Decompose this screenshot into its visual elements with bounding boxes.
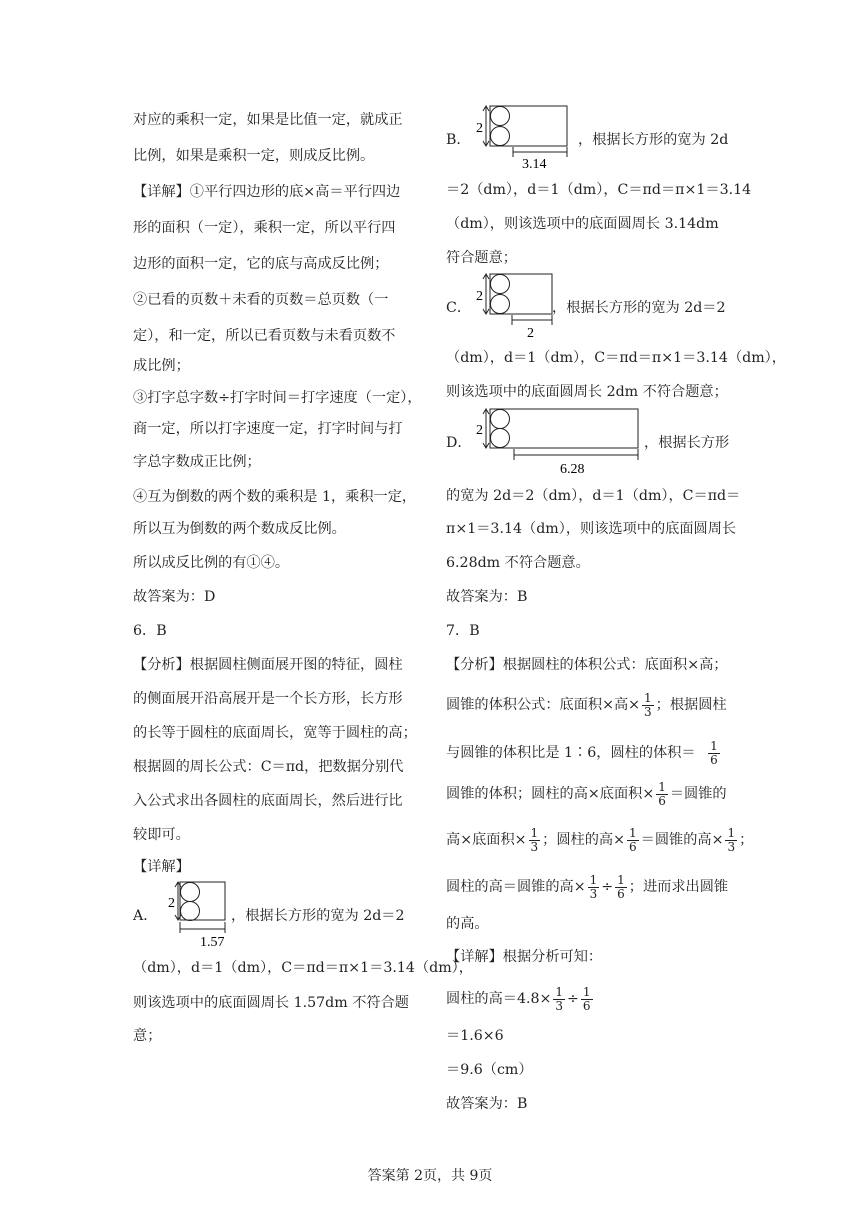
text-line: （dm），d＝1（dm），C＝πd＝π×1＝3.14（dm）， bbox=[133, 960, 473, 976]
cylinder-net-figure-c bbox=[474, 269, 558, 343]
text-segment: 圆锥的体积；圆柱的高×底面积× bbox=[446, 786, 655, 802]
text-segment: ÷ bbox=[567, 991, 579, 1007]
text-segment: ；根据圆柱 bbox=[655, 697, 727, 713]
fraction: $\frac{1}{6}$ bbox=[617, 872, 625, 901]
text-line: 字总字数成正比例； bbox=[133, 454, 261, 470]
figure-height-label: 2 bbox=[168, 896, 175, 911]
text-line: ＝2（dm），d＝1（dm），C＝πd＝π×1＝3.14 bbox=[446, 182, 752, 198]
text-line: 意； bbox=[133, 1028, 162, 1044]
text-line bbox=[446, 685, 727, 725]
text-line bbox=[446, 820, 753, 860]
text-line: 6.28dm 不符合题意。 bbox=[446, 555, 590, 571]
text-segment: ＝圆锥的高× bbox=[640, 832, 724, 848]
text-line bbox=[446, 774, 727, 814]
option-b-label: B． bbox=[446, 132, 471, 148]
text-line: ＝1.6×6 bbox=[446, 1028, 504, 1044]
text-line: 【详解】 bbox=[133, 859, 190, 875]
text-line: 的侧面展开沿高展开是一个长方形，长方形 bbox=[133, 691, 403, 707]
figure-width-label: 3.14 bbox=[522, 157, 547, 172]
text-line: 【分析】根据圆柱的体积公式：底面积×高； bbox=[446, 657, 728, 673]
text-line: 边形的面积一定，它的底与高成反比例； bbox=[133, 256, 389, 272]
text-line: 则该选项中的底面圆周长 1.57dm 不符合题 bbox=[133, 995, 409, 1011]
page-footer: 答案第 2页，共 9页 bbox=[367, 1168, 493, 1184]
text-line: 【分析】根据圆柱侧面展开图的特征，圆柱 bbox=[133, 657, 403, 673]
text-line: 成比例； bbox=[133, 358, 190, 374]
option-d-label: D． bbox=[446, 435, 472, 451]
question-number: 7．B bbox=[446, 623, 480, 639]
text-line: π×1＝3.14（dm），则该选项中的底面圆周长 bbox=[446, 521, 737, 537]
text-line: （dm），d＝1（dm），C＝πd＝π×1＝3.14（dm）， bbox=[446, 350, 786, 366]
text-line bbox=[446, 979, 595, 1019]
question-number: 6．B bbox=[133, 623, 167, 639]
text-line: 商一定，所以打字速度一定，打字时间与打 bbox=[133, 421, 403, 437]
text-segment: 圆柱的高＝圆锥的高× bbox=[446, 879, 586, 895]
text-line: 符合题意； bbox=[446, 250, 517, 266]
option-a-label: A． bbox=[133, 908, 158, 924]
fraction: $\frac{1}{3}$ bbox=[644, 690, 652, 719]
option-c-label: C． bbox=[446, 300, 472, 316]
fraction: $\frac{1}{6}$ bbox=[629, 825, 637, 854]
text-line: 所以成反比例的有①④。 bbox=[133, 555, 290, 571]
text-line: 故答案为：B bbox=[446, 1096, 528, 1112]
cylinder-net-figure-d bbox=[474, 404, 646, 478]
fraction: $\frac{1}{3}$ bbox=[727, 825, 736, 854]
text-line bbox=[446, 733, 722, 773]
fraction: $\frac{1}{3}$ bbox=[530, 825, 539, 854]
fraction: $\frac{1}{6}$ bbox=[710, 738, 718, 767]
text-segment: 与圆锥的体积比是 1∶6，圆柱的体积＝ bbox=[446, 745, 696, 761]
text-line: ④互为倒数的两个数的乘积是 1，乘积一定， bbox=[133, 489, 417, 505]
text-line: （dm），则该选项中的底面圆周长 3.14dm bbox=[446, 216, 719, 232]
text-segment: 圆柱的高＝4.8× bbox=[446, 991, 552, 1007]
text-line: 根据圆的周长公式：C＝πd，把数据分别代 bbox=[133, 759, 404, 775]
text-segment: ；圆柱的高× bbox=[542, 832, 625, 848]
fraction: $\frac{1}{3}$ bbox=[555, 984, 564, 1013]
text-line: 故答案为：D bbox=[133, 589, 216, 605]
text-line: 较即可。 bbox=[133, 827, 190, 843]
text-line: 的高。 bbox=[446, 916, 489, 932]
fraction: $\frac{1}{3}$ bbox=[589, 872, 598, 901]
text-line: ，根据长方形 bbox=[644, 435, 730, 451]
figure-height-label: 2 bbox=[476, 121, 483, 136]
fraction: $\frac{1}{6}$ bbox=[658, 779, 666, 808]
text-line: ＝9.6（cm） bbox=[446, 1062, 533, 1078]
text-segment: 高×底面积× bbox=[446, 832, 527, 848]
text-line: 所以互为倒数的两个数成反比例。 bbox=[133, 521, 346, 537]
text-segment: ；进而求出圆锥 bbox=[628, 879, 729, 895]
text-line: ，根据长方形的宽为 2d＝2 bbox=[552, 300, 726, 316]
text-line: 的宽为 2d＝2（dm），d＝1（dm），C＝πd＝ bbox=[446, 488, 741, 504]
text-line: 定），和一定，所以已看页数与未看页数不 bbox=[133, 328, 396, 344]
text-line: ③打字总字数÷打字时间＝打字速度（一定）， bbox=[133, 390, 422, 406]
figure-height-label: 2 bbox=[476, 423, 483, 438]
text-line: 【详解】根据分析可知： bbox=[446, 949, 603, 965]
text-segment: 圆锥的体积公式：底面积×高× bbox=[446, 697, 641, 713]
text-line: 则该选项中的底面圆周长 2dm 不符合题意； bbox=[446, 384, 728, 400]
text-segment: ÷ bbox=[601, 879, 614, 895]
figure-height-label: 2 bbox=[476, 289, 483, 304]
text-segment: ＝圆锥的 bbox=[669, 786, 727, 802]
fraction: $\frac{1}{6}$ bbox=[582, 984, 591, 1013]
text-line: 【详解】①平行四边形的底×高＝平行四边 bbox=[133, 184, 401, 200]
text-line: 故答案为：B bbox=[446, 589, 528, 605]
text-line: 对应的乘积一定，如果是比值一定，就成正 bbox=[133, 112, 403, 128]
text-line: ②已看的页数＋未看的页数＝总页数（一 bbox=[133, 292, 389, 308]
text-line: 比例，如果是乘积一定，则成反比例。 bbox=[133, 148, 375, 164]
text-line: 入公式求出各圆柱的底面周长，然后进行比 bbox=[133, 793, 403, 809]
figure-width-label: 1.57 bbox=[200, 935, 225, 950]
figure-width-label: 6.28 bbox=[560, 462, 585, 477]
figure-width-label: 2 bbox=[527, 326, 534, 341]
text-line: 的长等于圆柱的底面周长，宽等于圆柱的高； bbox=[133, 725, 417, 741]
text-line: ，根据长方形的宽为 2d bbox=[578, 132, 729, 148]
cylinder-net-figure-b bbox=[474, 101, 584, 175]
text-line: 形的面积（一定），乘积一定，所以平行四 bbox=[133, 220, 396, 236]
text-segment: ； bbox=[739, 832, 754, 848]
text-line: ，根据长方形的宽为 2d＝2 bbox=[231, 908, 405, 924]
cylinder-net-figure-a bbox=[168, 877, 232, 951]
text-line bbox=[446, 867, 728, 907]
